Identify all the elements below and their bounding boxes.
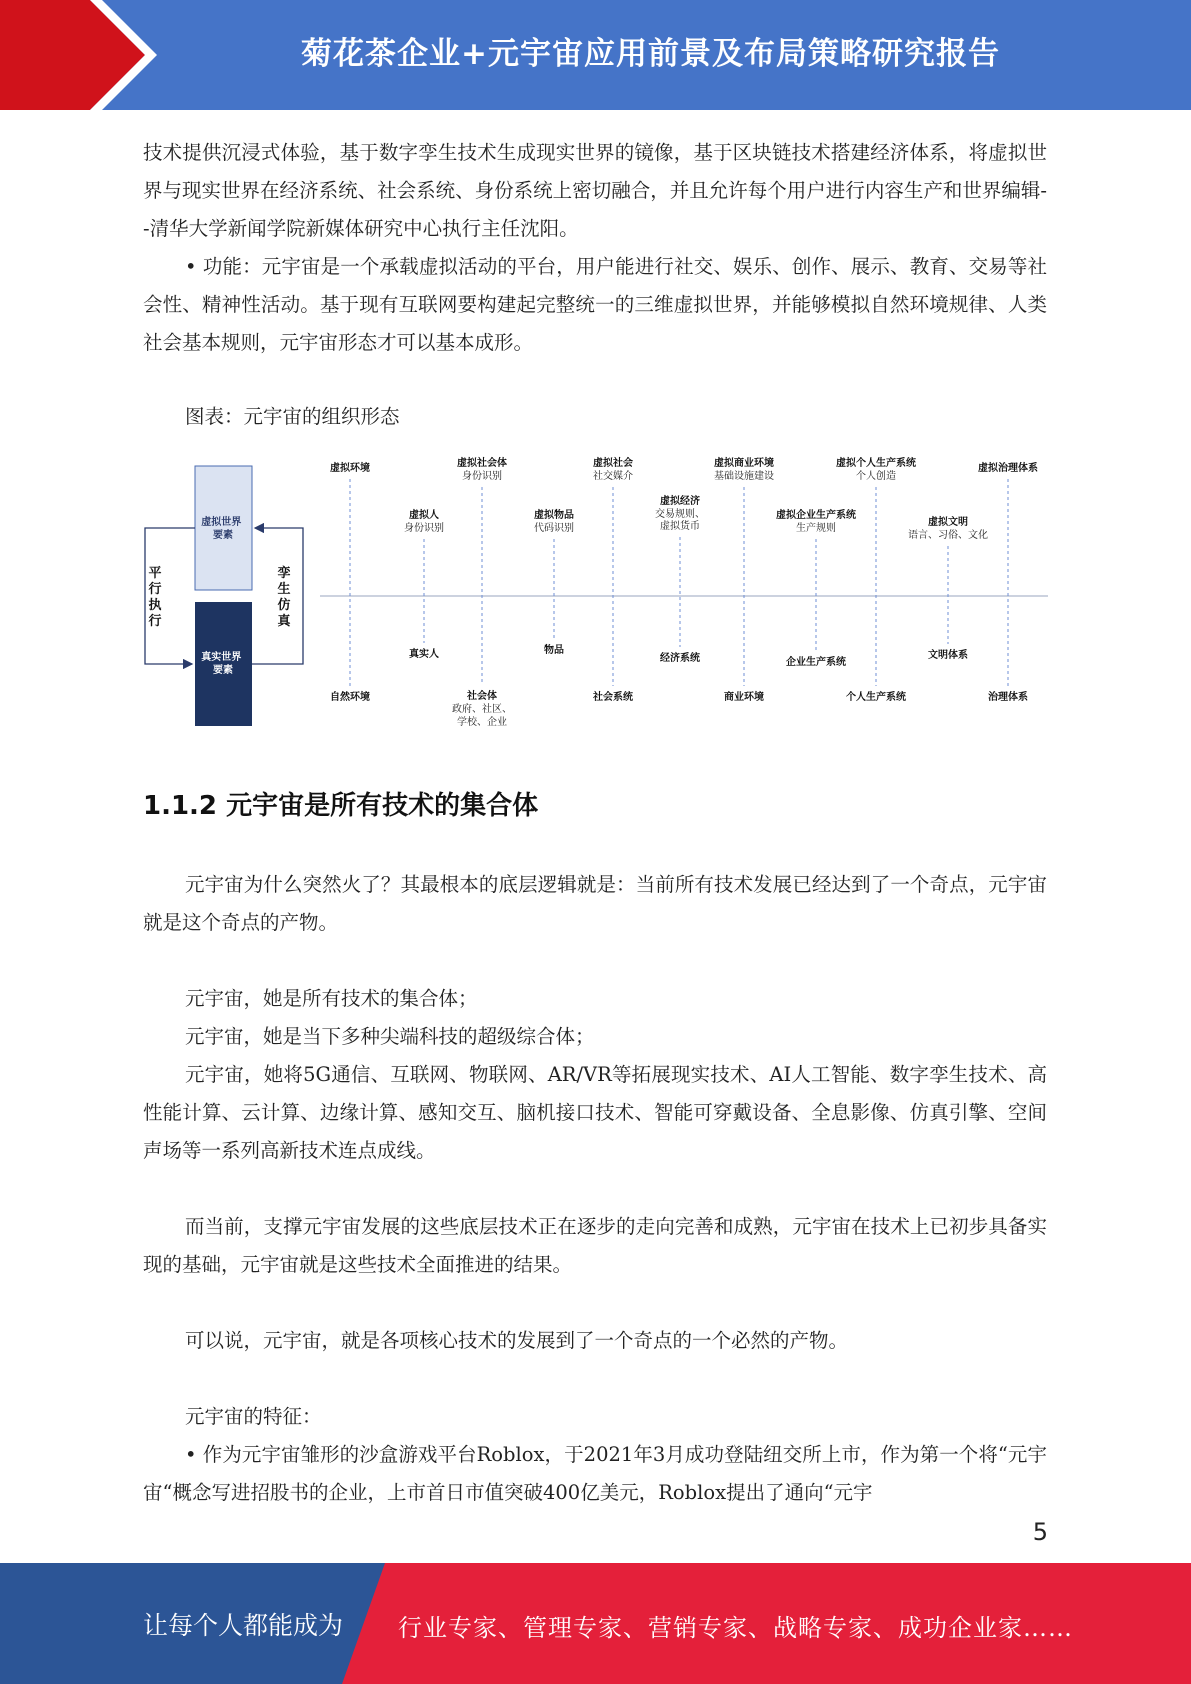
left-label-char: 平 bbox=[148, 566, 162, 581]
real-world-box bbox=[195, 602, 252, 726]
section-paragraph-3: 元宇宙，她是当下多种尖端科技的超级综合体； bbox=[185, 1025, 595, 1048]
real-element-title: 社会系统 bbox=[593, 692, 633, 703]
intro-paragraph-1: 技术提供沉浸式体验，基于数字孪生技术生成现实世界的镜像，基于区块链技术搭建经济体系，将虚拟世界与现实世界在经济系统、社会系统、身份系统上密切融合，并且允许每个用户进行内容生产和世界编辑--清华大学新闻学院新媒体研究中心执行主任沈阳。 bbox=[143, 141, 1047, 240]
page-header bbox=[0, 0, 1191, 110]
real-element-subtitle: 政府、社区、 bbox=[452, 704, 512, 715]
diagram-column bbox=[836, 456, 916, 703]
page-number: 5 bbox=[1032, 1518, 1048, 1546]
real-element-title: 自然环境 bbox=[330, 692, 370, 703]
real-element-title: 治理体系 bbox=[988, 692, 1028, 703]
diagram-column bbox=[452, 456, 512, 728]
virtual-element-title: 虚拟环境 bbox=[330, 463, 370, 474]
figure-caption: 图表：元宇宙的组织形态 bbox=[185, 405, 400, 428]
section-paragraph-2: 元宇宙，她是所有技术的集合体； bbox=[185, 987, 478, 1010]
section-paragraph-8: • 作为元宇宙雏形的沙盒游戏平台Roblox，于2021年3月成功登陆纽交所上市，作为第一个将“元宇宙“概念写进招股书的企业，上市首日市值突破400亿美元，Roblox提出了通向“元宇 bbox=[143, 1443, 1047, 1504]
diagram-column bbox=[330, 461, 370, 703]
diagram-column bbox=[714, 456, 774, 703]
diagram-column bbox=[655, 494, 705, 664]
real-element-title: 经济系统 bbox=[660, 653, 700, 664]
virtual-element-title: 虚拟商业环境 bbox=[714, 458, 774, 469]
real-element-title: 商业环境 bbox=[724, 692, 764, 703]
footer-slogan-left: 让每个人都能成为 bbox=[143, 1611, 344, 1640]
right-label-char: 孪 bbox=[277, 566, 291, 581]
virtual-element-subtitle: 基础设施建设 bbox=[714, 471, 774, 482]
right-label-char: 仿 bbox=[277, 598, 291, 613]
virtual-element-title: 虚拟文明 bbox=[928, 517, 968, 528]
virtual-element-subtitle: 虚拟货币 bbox=[660, 521, 700, 532]
right-label-char: 生 bbox=[277, 582, 291, 597]
real-element-title: 企业生产系统 bbox=[786, 657, 846, 668]
real-element-subtitle: 学校、企业 bbox=[457, 717, 507, 728]
virtual-element-subtitle: 代码识别 bbox=[534, 523, 574, 534]
diagram-columns bbox=[330, 456, 1038, 728]
svg-text:真实世界 要素: 真实世界 要素 bbox=[201, 652, 242, 676]
real-element-title: 物品 bbox=[544, 645, 564, 656]
twin-simulation-label bbox=[277, 565, 291, 629]
virtual-element-title: 虚拟社会体 bbox=[457, 458, 507, 469]
real-element-title: 社会体 bbox=[467, 691, 497, 702]
virtual-element-title: 虚拟经济 bbox=[660, 496, 700, 507]
section-paragraph-1: 元宇宙为什么突然火了？其最根本的底层逻辑就是：当前所有技术发展已经达到了一个奇点，元宇宙就是这个奇点的产物。 bbox=[143, 873, 1047, 934]
real-element-title: 个人生产系统 bbox=[846, 692, 906, 703]
left-label-char: 执 bbox=[148, 598, 162, 613]
virtual-box-line-1: 虚拟世界 bbox=[201, 517, 242, 528]
parallel-execution-label bbox=[148, 565, 161, 629]
report-title: 菊花茶企业+元宇宙应用前景及布局策略研究报告 bbox=[301, 36, 1000, 72]
virtual-element-subtitle: 个人创造 bbox=[856, 471, 896, 482]
section-paragraph-4: 元宇宙，她将5G通信、互联网、物联网、AR/VR等拓展现实技术、AI人工智能、数字孪生技术、高性能计算、云计算、边缘计算、感知交互、脑机接口技术、智能可穿戴设备、全息影像、仿真引擎、空间声场等一系列高新技术连点成线。 bbox=[143, 1063, 1047, 1162]
left-label-char: 行 bbox=[148, 582, 162, 597]
diagram-column bbox=[592, 456, 633, 703]
page-footer bbox=[0, 1563, 1191, 1684]
footer-slogan-right: 行业专家、管理专家、营销专家、战略专家、成功企业家…… bbox=[398, 1614, 1073, 1642]
organization-diagram bbox=[140, 455, 1060, 740]
section-paragraph-5: 而当前，支撑元宇宙发展的这些底层技术正在逐步的走向完善和成熟，元宇宙在技术上已初步具备实现的基础，元宇宙就是这些技术全面推进的结果。 bbox=[143, 1215, 1047, 1276]
virtual-element-subtitle: 交易规则、 bbox=[655, 509, 705, 520]
section-paragraph-6: 可以说，元宇宙，就是各项核心技术的发展到了一个奇点的一个必然的产物。 bbox=[185, 1329, 849, 1352]
virtual-box-line-2: 要素 bbox=[213, 530, 233, 541]
real-element-title: 文明体系 bbox=[928, 650, 968, 661]
virtual-element-title: 虚拟物品 bbox=[534, 510, 574, 521]
virtual-element-subtitle: 社交媒介 bbox=[593, 471, 633, 482]
section-paragraph-7: 元宇宙的特征： bbox=[185, 1405, 322, 1428]
virtual-element-title: 虚拟治理体系 bbox=[978, 463, 1038, 474]
virtual-element-subtitle: 生产规则 bbox=[796, 523, 836, 534]
right-label-char: 真 bbox=[277, 614, 291, 629]
virtual-element-subtitle: 身份识别 bbox=[462, 471, 502, 482]
virtual-element-title: 虚拟社会 bbox=[593, 458, 633, 469]
virtual-element-title: 虚拟企业生产系统 bbox=[776, 510, 856, 521]
virtual-element-title: 虚拟个人生产系统 bbox=[836, 458, 916, 469]
virtual-element-title: 虚拟人 bbox=[409, 510, 439, 521]
real-element-title: 真实人 bbox=[409, 649, 439, 660]
diagram-column bbox=[534, 508, 574, 656]
diagram-column bbox=[978, 461, 1038, 703]
intro-paragraph-2: • 功能：元宇宙是一个承载虚拟活动的平台，用户能进行社交、娱乐、创作、展示、教育、交易等社会性、精神性活动。基于现有互联网要构建起完整统一的三维虚拟世界，并能够模拟自然环境规律、人类社会基本规则，元宇宙形态才可以基本成形。 bbox=[143, 255, 1047, 354]
virtual-element-subtitle: 语言、习俗、文化 bbox=[908, 530, 988, 541]
section-heading: 1.1.2 元宇宙是所有技术的集合体 bbox=[143, 791, 539, 821]
diagram-column bbox=[404, 508, 444, 660]
diagram-column bbox=[908, 515, 988, 661]
virtual-element-subtitle: 身份识别 bbox=[404, 523, 444, 534]
diagram-column bbox=[776, 508, 856, 668]
left-label-char: 行 bbox=[148, 614, 162, 629]
virtual-world-box bbox=[195, 466, 252, 590]
